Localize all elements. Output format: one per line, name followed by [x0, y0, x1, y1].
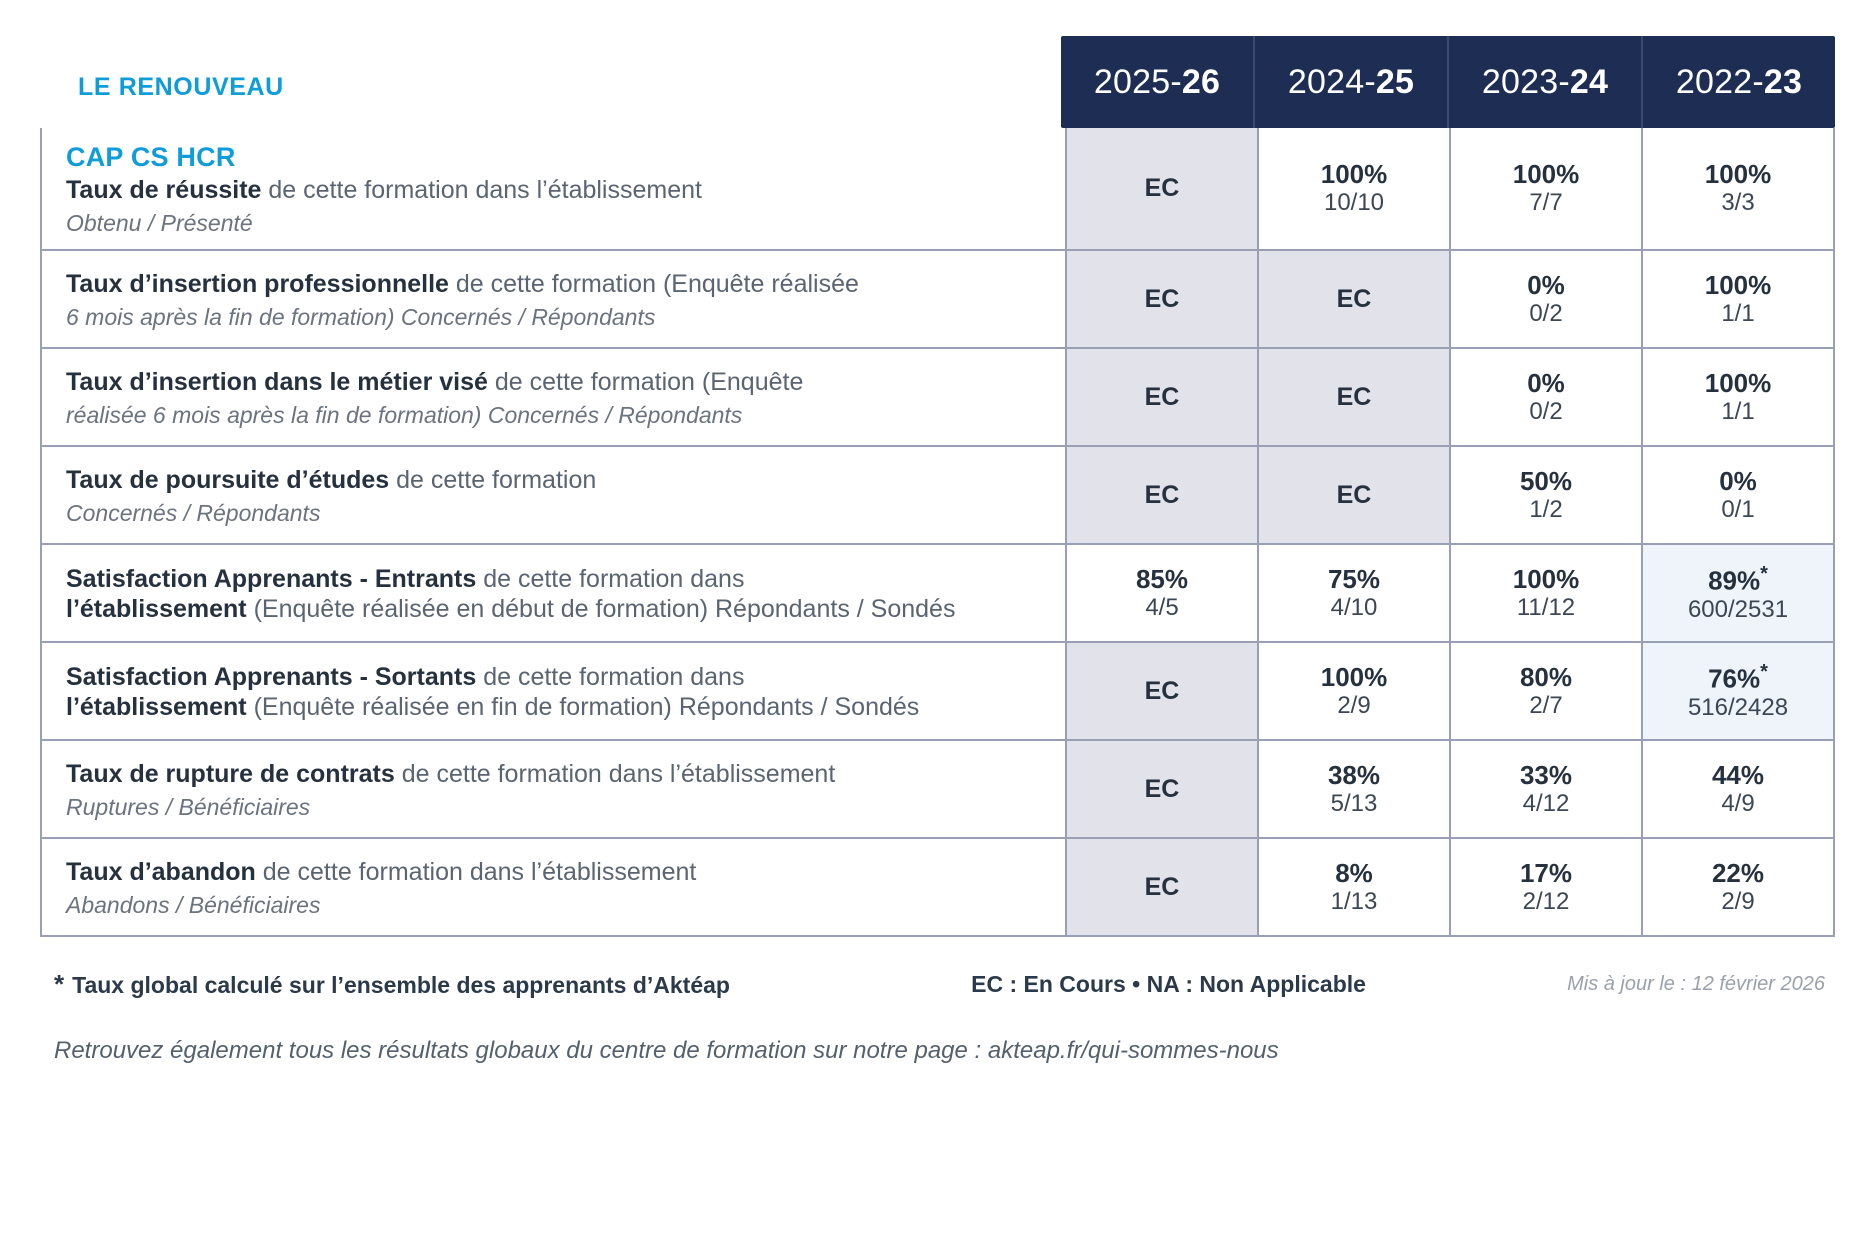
value-fraction: 7/7	[1529, 189, 1563, 217]
row-title	[66, 175, 1043, 206]
row-subtitle: Ruptures / Bénéficiaires	[66, 793, 311, 820]
row-label-cell	[42, 643, 1065, 739]
row-subtitle: réalisée 6 mois après la fin de formation) Concernés / Répondants	[66, 401, 743, 428]
value-main: 0%	[1527, 269, 1565, 300]
value-fraction: 2/7	[1529, 692, 1563, 719]
value-cell	[1641, 839, 1833, 935]
value-main: 33%	[1519, 759, 1573, 790]
year-prefix-0: 2025-	[1093, 62, 1182, 101]
row-title	[66, 759, 1043, 790]
value-cell	[1641, 741, 1833, 837]
value-main: EC	[1144, 382, 1180, 411]
year-prefix-1: 2024-	[1287, 62, 1376, 101]
year-suffix-3: 23	[1763, 62, 1803, 101]
value-main: EC	[1336, 382, 1372, 411]
row-title-rest: de cette formation dans	[476, 662, 745, 691]
row-title-rest: de cette formation dans l’établissement	[261, 176, 702, 204]
value-cell	[1449, 128, 1641, 249]
row-title-strong: Satisfaction Apprenants - Sortants	[66, 662, 477, 691]
table-row	[42, 251, 1833, 349]
value-main: EC	[1144, 676, 1180, 705]
table-row	[42, 839, 1833, 935]
value-cell	[1641, 128, 1833, 249]
value-fraction: 1/1	[1721, 300, 1755, 327]
value-main: 22%	[1711, 857, 1765, 888]
value-cell	[1449, 349, 1641, 445]
row-title-rest: de cette formation	[389, 466, 597, 495]
value-main: 100%	[1320, 159, 1388, 190]
value-fraction: 1/2	[1529, 496, 1563, 523]
year-header-group	[1061, 36, 1835, 128]
row-label-cell	[42, 741, 1065, 837]
row-title-strong: Taux de rupture de contrats	[66, 760, 395, 789]
value-main: 75%	[1327, 563, 1381, 594]
value-cell	[1449, 447, 1641, 543]
value-fraction: 1/13	[1330, 888, 1378, 915]
row-subtitle: 6 mois après la fin de formation) Concernés / Répondants	[66, 303, 656, 330]
row-title-second-line	[66, 692, 1043, 723]
year-suffix-2: 24	[1569, 62, 1609, 101]
row-label-cell	[42, 128, 1065, 249]
value-pct: 76%	[1708, 663, 1761, 694]
row-title-strong: Taux d’insertion dans le métier visé	[66, 368, 488, 397]
value-main: 38%	[1327, 759, 1381, 790]
value-main: EC	[1144, 480, 1180, 509]
value-main: 44%	[1711, 759, 1765, 790]
value-main: EC	[1144, 284, 1180, 313]
value-fraction: 2/9	[1337, 692, 1371, 719]
value-cell	[1257, 741, 1449, 837]
year-header-0	[1061, 36, 1255, 128]
indicators-table	[40, 128, 1835, 937]
value-main: 100%	[1704, 269, 1772, 300]
row-label-cell	[42, 839, 1065, 935]
value-cell	[1257, 447, 1449, 543]
value-cell	[1641, 447, 1833, 543]
year-header-2	[1449, 36, 1643, 128]
row-title-strong: Taux de réussite	[66, 176, 262, 204]
value-fraction: 4/9	[1721, 790, 1755, 817]
table-row	[42, 545, 1833, 643]
year-suffix-0: 26	[1181, 62, 1221, 101]
value-cell	[1641, 251, 1833, 347]
row-title-rest: de cette formation (Enquête	[487, 368, 804, 397]
value-cell	[1641, 349, 1833, 445]
value-fraction: 1/1	[1721, 398, 1755, 425]
value-main: 100%	[1320, 661, 1388, 692]
value-main: 0%	[1719, 465, 1757, 496]
row-title	[66, 367, 1043, 398]
year-header-3	[1643, 36, 1835, 128]
row-title-rest: de cette formation dans l’établissement	[394, 760, 836, 789]
value-cell	[1065, 741, 1257, 837]
value-main: 0%	[1527, 367, 1565, 398]
footnote-global	[54, 969, 730, 1000]
value-fraction: 4/5	[1145, 594, 1179, 621]
row-title-rest: de cette formation dans l’établissement	[255, 858, 697, 887]
row-subtitle: Concernés / Répondants	[66, 499, 321, 526]
value-main: EC	[1336, 480, 1372, 509]
row-subtitle: (Enquête réalisée en fin de formation) Répondants / Sondés	[246, 693, 920, 722]
global-results-note: Retrouvez également tous les résultats globaux du centre de formation sur notre page : akteap.fr/qui-sommes-nous	[54, 1037, 1279, 1065]
table-row	[42, 447, 1833, 545]
footnote-star: *	[54, 968, 65, 999]
value-cell	[1257, 349, 1449, 445]
row-subtitle: Abandons / Bénéficiaires	[66, 891, 321, 918]
value-cell	[1257, 128, 1449, 249]
row-subtitle: Obtenu / Présenté	[66, 209, 253, 236]
value-fraction: 0/2	[1529, 300, 1563, 327]
row-title	[66, 857, 1043, 888]
value-cell	[1641, 545, 1833, 641]
row-title-strong: Taux d’insertion professionnelle	[66, 270, 449, 299]
value-cell	[1065, 128, 1257, 249]
value-fraction: 2/9	[1721, 888, 1755, 915]
value-cell	[1065, 643, 1257, 739]
value-cell	[1449, 839, 1641, 935]
value-cell	[1065, 839, 1257, 935]
footnote-legend-codes: EC : En Cours • NA : Non Applicable	[971, 970, 1366, 997]
value-main: 100%	[1512, 563, 1580, 594]
row-title-rest: de cette formation (Enquête réalisée	[448, 270, 859, 299]
value-main: 100%	[1512, 159, 1580, 190]
year-header-1	[1255, 36, 1449, 128]
global-rate-star: *	[1760, 563, 1768, 586]
year-suffix-1: 25	[1375, 62, 1415, 101]
value-main: EC	[1336, 284, 1372, 313]
value-fraction: 0/2	[1529, 398, 1563, 425]
value-main: 17%	[1519, 857, 1573, 888]
row-title-strong: Satisfaction Apprenants - Entrants	[66, 564, 477, 593]
value-fraction: 0/1	[1721, 496, 1755, 523]
value-cell	[1257, 545, 1449, 641]
table-row	[42, 128, 1833, 251]
value-cell	[1257, 643, 1449, 739]
header-row	[40, 28, 1835, 128]
value-fraction: 4/10	[1330, 594, 1378, 621]
year-prefix-3: 2022-	[1675, 62, 1764, 101]
value-main: 100%	[1704, 367, 1772, 398]
table-row	[42, 741, 1833, 839]
value-cell	[1065, 349, 1257, 445]
value-fraction: 516/2428	[1687, 693, 1789, 721]
footnote-global-text: Taux global calculé sur l’ensemble des apprenants d’Aktéap	[72, 971, 730, 998]
row-title	[66, 564, 1043, 595]
value-cell	[1065, 447, 1257, 543]
value-cell	[1449, 643, 1641, 739]
last-updated: Mis à jour le : 12 février 2026	[1567, 972, 1825, 995]
value-cell	[1449, 545, 1641, 641]
value-cell	[1257, 839, 1449, 935]
row-label-cell	[42, 349, 1065, 445]
value-main: 100%	[1704, 159, 1772, 190]
row-title-second-line	[66, 594, 1043, 625]
value-fraction: 2/12	[1522, 888, 1570, 915]
formation-title: CAP CS HCR	[66, 142, 236, 172]
value-pct: 89%	[1708, 565, 1761, 596]
value-fraction: 600/2531	[1687, 595, 1789, 623]
row-title-strong: Taux d’abandon	[66, 858, 256, 887]
value-cell	[1449, 251, 1641, 347]
row-label-cell	[42, 251, 1065, 347]
value-fraction: 5/13	[1330, 790, 1378, 817]
value-main: 8%	[1335, 857, 1373, 888]
table-row	[42, 349, 1833, 447]
row-title-rest: de cette formation dans	[476, 564, 745, 593]
value-cell	[1449, 741, 1641, 837]
global-rate-star: *	[1760, 661, 1768, 684]
row-subtitle: (Enquête réalisée en début de formation) Répondants / Sondés	[246, 595, 956, 624]
value-cell	[1065, 251, 1257, 347]
value-fraction: 11/12	[1516, 594, 1576, 621]
value-cell	[1257, 251, 1449, 347]
value-main: EC	[1144, 174, 1180, 203]
value-fraction: 10/10	[1323, 189, 1385, 217]
value-main: 50%	[1519, 465, 1573, 496]
brand-title: LE RENOUVEAU	[78, 73, 284, 101]
row-subtitle-strong: l’établissement	[66, 595, 247, 624]
value-main: EC	[1144, 872, 1180, 901]
table-row	[42, 643, 1833, 741]
year-prefix-2: 2023-	[1481, 62, 1570, 101]
value-main	[1708, 661, 1768, 694]
value-fraction: 3/3	[1721, 189, 1755, 217]
footer-row	[40, 937, 1835, 1013]
value-cell	[1065, 545, 1257, 641]
row-title-strong: Taux de poursuite d’études	[66, 466, 390, 495]
row-subtitle-strong: l’établissement	[66, 693, 247, 722]
row-label-cell	[42, 447, 1065, 543]
row-label-cell	[42, 545, 1065, 641]
value-fraction: 4/12	[1522, 790, 1570, 817]
value-main	[1708, 563, 1768, 596]
value-main: 85%	[1135, 563, 1189, 594]
value-main: EC	[1144, 774, 1180, 803]
value-cell	[1641, 643, 1833, 739]
row-title	[66, 269, 1043, 300]
row-title	[66, 465, 1043, 496]
row-title	[66, 662, 1043, 693]
value-main: 80%	[1519, 661, 1573, 692]
